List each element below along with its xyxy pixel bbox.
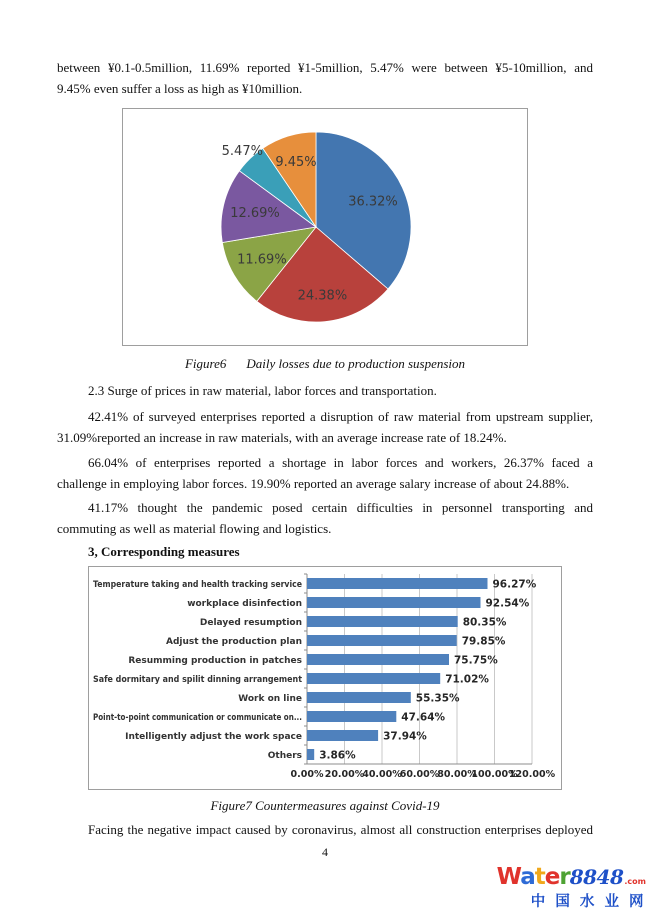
bar-category-label: Adjust the production plan <box>165 636 302 647</box>
bar-value-label: 80.35% <box>462 616 507 629</box>
text-line: Facing the negative impact caused by coronavirus, almost all construction enterprises deployed <box>88 822 593 837</box>
text-line: 9.45% even suffer a loss as high as ¥10million. <box>57 81 303 96</box>
pie-chart-canvas <box>123 109 527 345</box>
page-number: 4 <box>322 845 328 859</box>
bar-4 <box>307 654 449 665</box>
text-line: commuting as well as material flowing and logistics. <box>57 521 332 536</box>
bar-7 <box>307 711 396 722</box>
bar-value-label: 96.27% <box>492 578 537 591</box>
logo-com-text: .com <box>624 877 646 886</box>
figure6-caption-text: Daily losses due to production suspension <box>246 356 466 371</box>
bar-category-label: Others <box>267 750 302 761</box>
page-content <box>57 0 593 863</box>
pie-data-label: 11.69% <box>237 252 287 268</box>
bar-value-label: 71.02% <box>445 673 489 686</box>
figure6-caption <box>57 353 593 374</box>
bar-category-label: Safe dormitary and spilit dinning arrangement <box>93 674 303 685</box>
paragraph-labor-shortage <box>57 452 593 494</box>
x-tick-label: 120.00% <box>508 769 556 780</box>
text-line: 3, Corresponding measures <box>88 544 240 559</box>
x-tick-label: 80.00% <box>437 769 477 780</box>
bar-3 <box>307 635 457 646</box>
x-tick-label: 100.00% <box>471 769 518 780</box>
bar-category-label: Resumming production in patches <box>128 655 302 666</box>
logo-letter: t <box>534 864 545 890</box>
bar-category-label: Point-to-point communication or communicate on... <box>93 712 302 723</box>
paragraph-section-2-3 <box>57 380 593 401</box>
figure6-caption-label: Figure6 <box>184 356 227 371</box>
bar-8 <box>307 730 378 741</box>
bar-chart-canvas <box>89 567 561 789</box>
bar-9 <box>307 749 314 760</box>
bar-0 <box>307 578 488 589</box>
bar-value-label: 47.64% <box>401 711 446 724</box>
paragraph-transport-difficulties <box>57 497 593 539</box>
bar-6 <box>307 692 411 703</box>
logo-8848-text: 8848 <box>569 865 624 889</box>
figure6-pie-chart <box>122 108 528 346</box>
logo-letter: W <box>496 864 521 890</box>
logo-water-text <box>497 864 570 890</box>
text-line: between ¥0.1-0.5million, 11.69% reported ¥1-5million, 5.47% were between ¥5-10million, and <box>57 60 593 75</box>
bar-category-label: Delayed resumption <box>199 617 302 628</box>
text-line: 42.41% of surveyed enterprises reported a disruption of raw material from upstream supplier, <box>88 409 593 424</box>
pie-data-label: 36.32% <box>348 194 398 210</box>
x-tick-label: 60.00% <box>399 769 440 780</box>
logo-letter: e <box>544 864 560 890</box>
paragraph-raw-material <box>57 406 593 448</box>
bar-1 <box>307 597 481 608</box>
text-line: 2.3 Surge of prices in raw material, labor forces and transportation. <box>88 383 437 398</box>
bar-value-label: 75.75% <box>454 654 498 667</box>
logo-subtitle: 中 国 水 业 网 <box>530 894 646 910</box>
x-tick-label: 20.00% <box>324 769 365 780</box>
pie-data-label: 5.47% <box>221 143 263 159</box>
bar-category-label: Work on line <box>238 693 302 704</box>
heading-corresponding-measures <box>57 541 593 562</box>
text-line: 66.04% of enterprises reported a shortage in labor forces and workers, 26.37% faced a <box>88 455 593 470</box>
text-line: challenge in employing labor forces. 19.90% reported an average salary increase of about 24.88%. <box>57 476 570 491</box>
logo-letter: a <box>520 864 535 890</box>
figure7-bar-chart <box>88 566 562 790</box>
figure7-caption: Figure7 Countermeasures against Covid-19 <box>210 798 440 813</box>
bar-value-label: 79.85% <box>461 635 506 648</box>
text-line: 41.17% thought the pandemic posed certain difficulties in personnel transporting and <box>88 500 593 515</box>
logo-letter: r <box>559 864 570 890</box>
bar-category-label: Temperature taking and health tracking service <box>93 579 302 590</box>
water8848-logo <box>496 864 646 911</box>
paragraph-facing-impact <box>57 819 593 840</box>
bar-value-label: 92.54% <box>485 597 530 610</box>
pie-data-label: 12.69% <box>230 205 280 221</box>
x-tick-label: 0.00% <box>290 769 324 780</box>
text-line: 31.09%reported an increase in raw materials, with an average increase rate of 18.24%. <box>57 430 507 445</box>
bar-2 <box>307 616 458 627</box>
logo-wordmark <box>496 864 646 890</box>
bar-category-label: workplace disinfection <box>187 598 302 609</box>
x-tick-label: 40.00% <box>362 769 402 780</box>
bar-category-label: Intelligently adjust the work space <box>125 731 302 742</box>
bar-value-label: 37.94% <box>383 730 427 743</box>
bar-value-label: 55.35% <box>415 692 460 705</box>
paragraph-losses <box>57 57 593 99</box>
bar-value-label: 3.86% <box>319 749 356 762</box>
pie-data-label: 24.38% <box>297 288 348 304</box>
bar-5 <box>307 673 440 684</box>
pie-data-label: 9.45% <box>275 155 317 171</box>
